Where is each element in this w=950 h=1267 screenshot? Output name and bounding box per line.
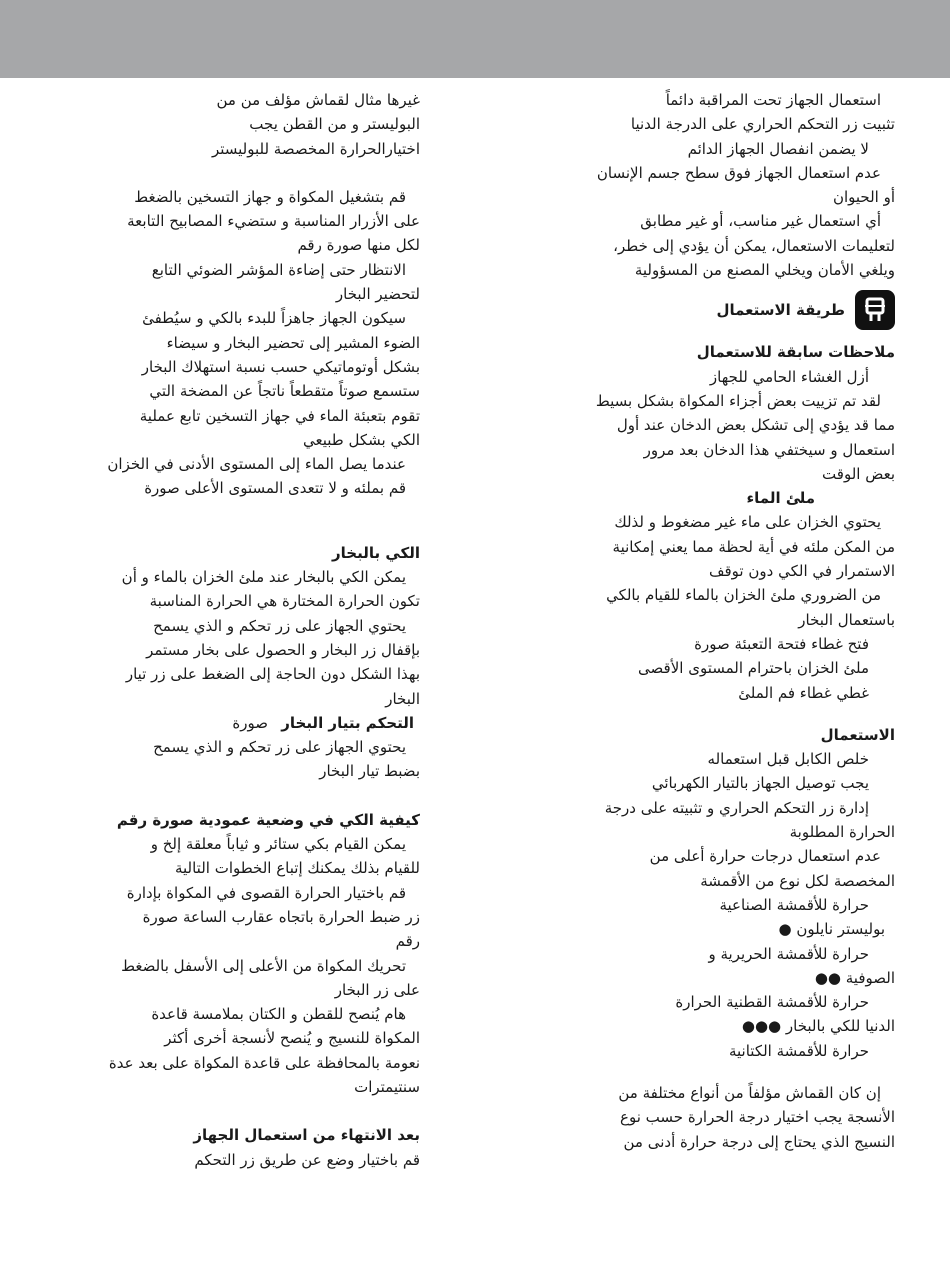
text-line: الدنيا للكي بالبخار ●●● — [741, 1017, 895, 1036]
text-line: ملئ الخزان باحترام المستوى الأقصى — [638, 659, 869, 678]
text-line: باستعمال البخار — [798, 610, 895, 629]
text-line: رقم — [395, 932, 420, 951]
text-line: يحتوي الخزان على ماء غير مضغوط و لذلك — [614, 513, 881, 532]
text-line: تحريك المكواة من الأعلى إلى الأسفل بالضغط — [121, 956, 406, 975]
text-line: تكون الحرارة المختارة هي الحرارة المناسبة — [149, 592, 420, 611]
subheading: كيفية الكي في وضعية عمودية صورة رقم — [116, 810, 420, 829]
text-line: الأنسجة يجب اختيار درجة الحرارة حسب نوع — [620, 1108, 895, 1127]
text-line: حرارة للأقمشة الكتانية — [728, 1041, 869, 1060]
text-line: يمكن الكي بالبخار عند ملئ الخزان بالماء و أن — [121, 568, 406, 587]
text-line: ستسمع صوتاً متقطعاً ناتجاً عن المضخة التي — [149, 382, 420, 401]
plug-icon — [855, 290, 895, 330]
subheading: ملئ الماء — [746, 489, 815, 508]
section-header — [568, 290, 895, 330]
text-line: يجب توصيل الجهاز بالتيار الكهربائي — [651, 774, 869, 793]
text-line: أو الحيوان — [832, 188, 895, 207]
right-column — [568, 88, 895, 1154]
subheading-text: التحكم بتيار البخار — [281, 713, 414, 732]
text-line: على الأزرار المناسبة و ستضيء المصابيح التابعة — [127, 212, 420, 231]
subheading: بعد الانتهاء من استعمال الجهاز — [193, 1126, 420, 1145]
text-line: لقد تم تزييت بعض أجزاء المكواة بشكل بسيط — [595, 391, 881, 410]
text-line: بهذا الشكل دون الحاجة إلى الضغط على زر تيار — [125, 665, 420, 684]
text-line: قم بملئه و لا تتعدى المستوى الأعلى صورة — [144, 479, 406, 498]
text-line: حرارة للأقمشة القطنية الحرارة — [675, 993, 869, 1012]
text-line: تثبيت زر التحكم الحراري على الدرجة الدنيا — [630, 115, 895, 134]
text-line: أزل الغشاء الحامي للجهاز — [709, 367, 869, 386]
text-line: يحتوي الجهاز على زر تحكم و الذي يسمح — [153, 616, 406, 635]
text-line: سنتيمترات — [354, 1077, 420, 1096]
text-line: الصوفية ●● — [814, 968, 895, 987]
text-line: من الضروري ملئ الخزان بالماء للقيام بالكي — [606, 586, 881, 605]
left-column — [90, 88, 420, 1172]
text-line: لا يضمن انفصال الجهاز الدائم — [687, 139, 869, 158]
figure-ref: صورة — [232, 713, 268, 732]
text-line: للقيام بذلك يمكنك إتباع الخطوات التالية — [174, 859, 420, 878]
text-line: خلص الكابل قبل استعماله — [707, 750, 869, 769]
text-line: بإقفال زر البخار و الحصول على بخار مستمر — [146, 640, 420, 659]
text-line: حرارة للأقمشة الصناعية — [719, 895, 869, 914]
text-line: أي استعمال غير مناسب، أو غير مطابق — [640, 212, 881, 231]
text-line: بشكل أوتوماتيكي حسب نسبة استهلاك البخار — [141, 357, 420, 376]
text-line: يحتوي الجهاز على زر تحكم و الذي يسمح — [153, 738, 406, 757]
text-line: الاستمرار في الكي دون توقف — [708, 562, 895, 581]
text-line: استعمال الجهاز تحت المراقبة دائماً — [665, 91, 881, 109]
text-line: تقوم بتعبئة الماء في جهاز التسخين تابع عملية — [139, 406, 420, 425]
subheading: الكي بالبخار — [332, 543, 420, 562]
text-line: إدارة زر التحكم الحراري و تثبيته على درجة — [604, 798, 869, 817]
text-line: سيكون الجهاز جاهزاً للبدء بالكي و سيُطفئ — [142, 309, 406, 328]
text-line: عدم استعمال الجهاز فوق سطح جسم الإنسان — [596, 163, 881, 182]
section-title: طريقة الاستعمال — [716, 301, 845, 320]
text-line: المخصصة لكل نوع من الأقمشة — [700, 871, 895, 890]
text-line: فتح غطاء فتحة التعبئة صورة — [694, 634, 869, 653]
text-line: الضوء المشير إلى تحضير البخار و سيضاء — [166, 333, 420, 352]
text-line: إن كان القماش مؤلفاً من أنواع مختلفة من — [618, 1083, 881, 1102]
text-line: حرارة للأقمشة الحريرية و — [708, 944, 869, 963]
text-line: قم باختيار الحرارة القصوى في المكواة بإدارة — [126, 883, 406, 902]
text-line: بضبط تيار البخار — [319, 762, 420, 781]
text-line: النسيج الذي يحتاج إلى درجة حرارة أدنى من — [623, 1132, 895, 1151]
text-line: غطي غطاء فم الملئ — [738, 683, 869, 702]
text-line: الانتظار حتى إضاءة المؤشر الضوئي التابع — [151, 260, 406, 279]
text-line: قم بتشغيل المكواة و جهاز التسخين بالضغط — [134, 187, 406, 206]
text-line: البخار — [385, 689, 420, 708]
text-line: لتحضير البخار — [335, 285, 420, 304]
subheading — [90, 711, 420, 735]
text-line: اختيارالحرارة المخصصة للبوليستر — [211, 139, 420, 158]
text-line: عدم استعمال درجات حرارة أعلى من — [649, 847, 881, 866]
text-line: غيرها مثال لقماش مؤلف من من — [216, 91, 420, 109]
subheading: الاستعمال — [820, 725, 895, 744]
text-line: على زر البخار — [334, 980, 420, 999]
text-line: زر ضبط الحرارة باتجاه عقارب الساعة صورة — [142, 907, 420, 926]
text-line: المكواة للنسيج و يُنصح لأنسجة أخرى أكثر — [164, 1029, 420, 1048]
text-line: بعض الوقت — [822, 464, 895, 483]
text-line: يمكن القيام بكي ستائر و ثياباً معلقة إلخ و — [150, 835, 406, 854]
text-line: هام يُنصح للقطن و الكتان بملامسة قاعدة — [151, 1005, 406, 1024]
text-line: نعومة بالمحافظة على قاعدة المكواة على بعد عدة — [108, 1053, 420, 1072]
text-line: من المكن ملئه في أية لحظة مما يعني إمكانية — [612, 537, 895, 556]
text-line: استعمال و سيختفي هذا الدخان بعد مرور — [643, 440, 895, 459]
text-line: الحرارة المطلوبة — [789, 823, 895, 842]
text-line: لكل منها صورة رقم — [297, 236, 420, 255]
header-bar — [0, 0, 950, 78]
text-line: مما قد يؤدي إلى تشكل بعض الدخان عند أول — [616, 416, 895, 435]
page-footer-area — [0, 1198, 950, 1267]
text-line: قم باختيار وضع عن طريق زر التحكم — [194, 1150, 420, 1169]
text-line: عندما يصل الماء إلى المستوى الأدنى في الخزان — [107, 455, 406, 474]
text-line: بوليستر نايلون ● — [778, 920, 885, 939]
subheading: ملاحظات سابقة للاستعمال — [696, 343, 895, 362]
text-line: لتعليمات الاستعمال، يمكن أن يؤدي إلى خطر، — [613, 236, 895, 255]
text-line: البوليستر و من القطن يجب — [249, 115, 420, 134]
text-line: الكي بشكل طبيعي — [303, 430, 420, 449]
text-line: ويلغي الأمان ويخلي المصنع من المسؤولية — [634, 261, 895, 280]
